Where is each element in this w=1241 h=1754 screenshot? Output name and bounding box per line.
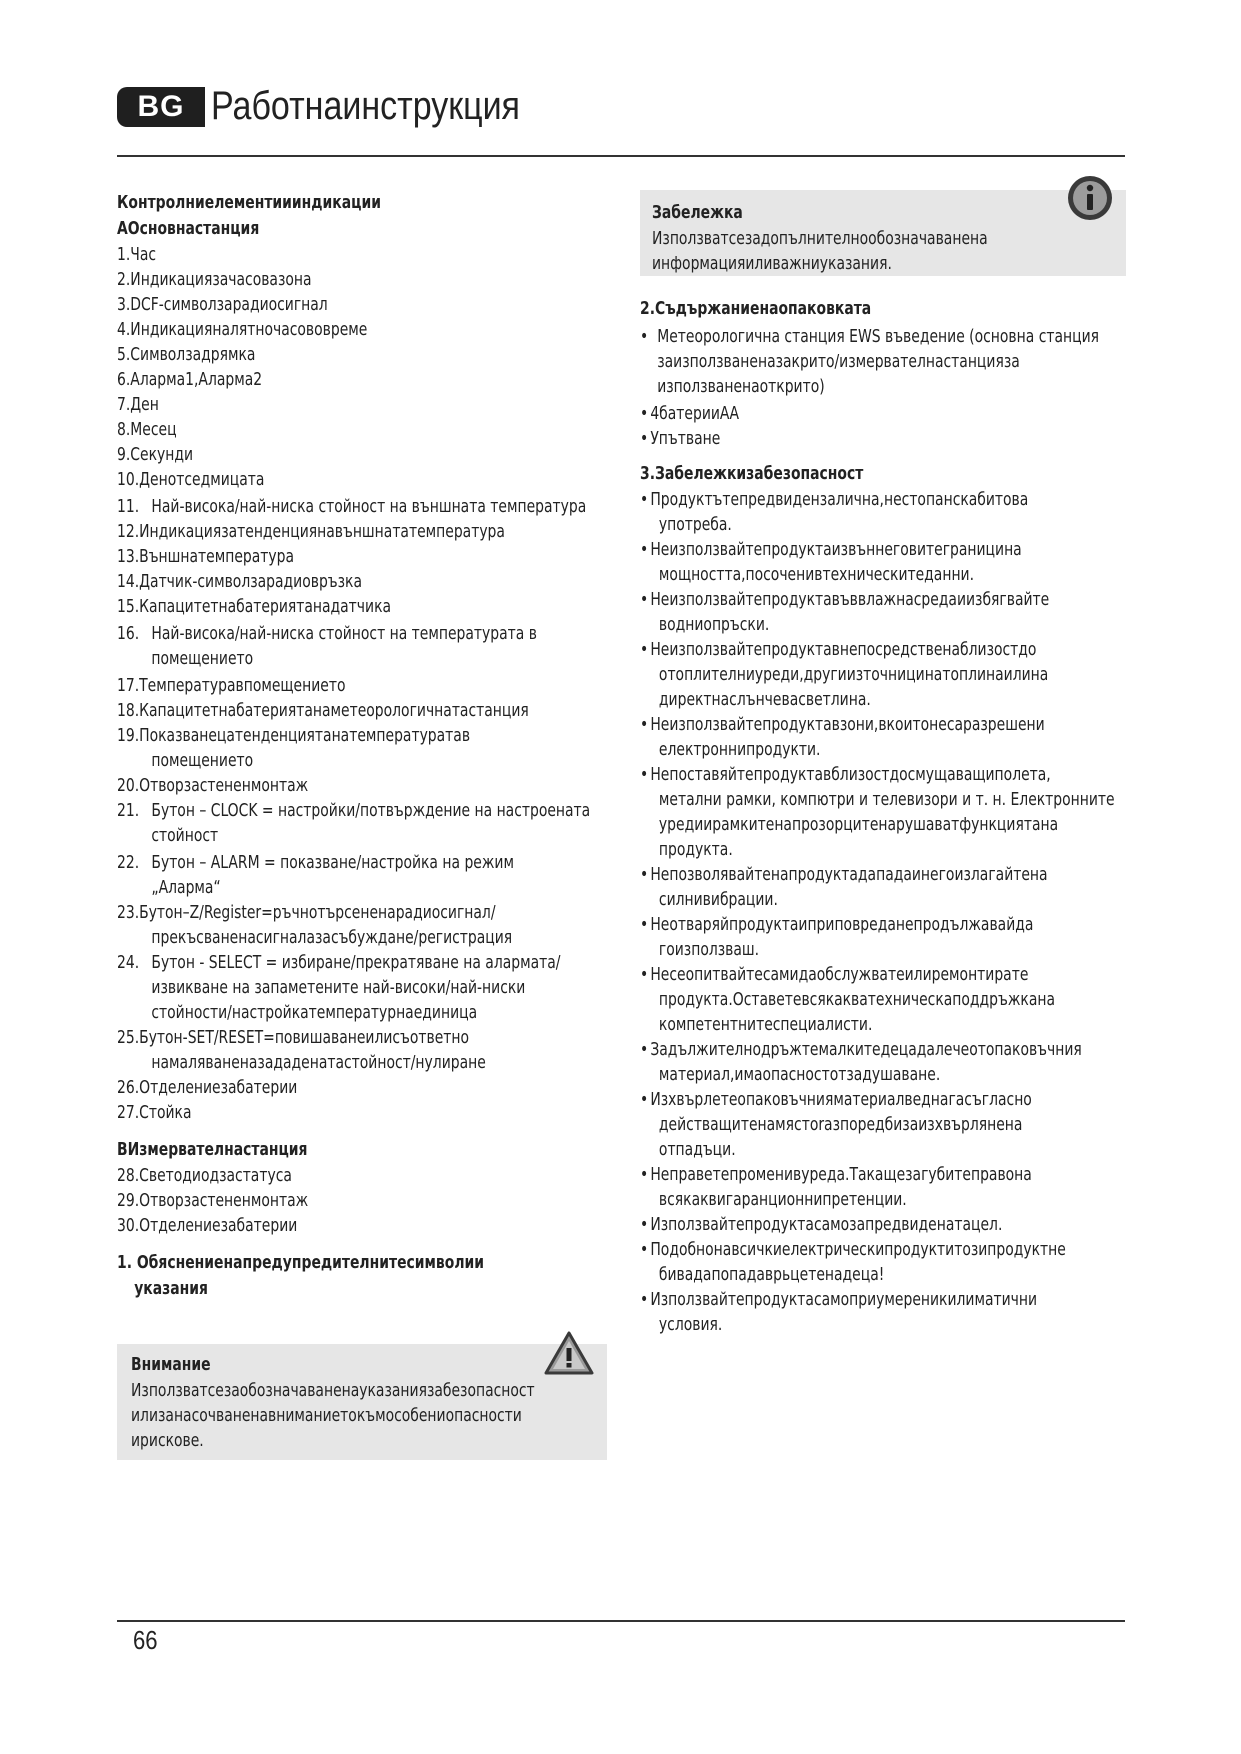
list-item: 23.Бутон–Z/Register=ръчнотърсененарадиосигнал/ xyxy=(117,902,496,923)
list-item: • Неизползвайтепродуктавъввлажнасредаиизбягвайте водниопръски. xyxy=(640,589,1050,635)
section-heading-controls: Контролниелементиииндикации xyxy=(117,192,381,213)
right-column xyxy=(640,296,1126,1337)
list-item: 2.Индикациязачасовазона xyxy=(117,269,312,290)
list-item: 12.Индикациязатенденциянавъншнататемпература xyxy=(117,521,505,542)
note-title: Забележка xyxy=(652,202,743,223)
section-heading-warnings-cont: указания xyxy=(134,1278,208,1299)
list-item: 8.Месец xyxy=(117,419,177,440)
footer-rule xyxy=(117,1620,1125,1622)
list-item: • Неизползвайтепродуктавзони,вкоитонесаразрешени електроннипродукти. xyxy=(640,714,1045,760)
list-item: 18.Капацитетнабатериятанаметеорологичнатастанция xyxy=(117,700,529,721)
page-header xyxy=(117,84,575,129)
list-item-cont: прекъсваненасигналазасъбуждане/регистрация xyxy=(151,927,513,948)
list-item: 17.Температуравпомещението xyxy=(117,675,346,696)
page-number: 66 xyxy=(133,1625,158,1655)
list-item: 21. Бутон – CLOCK = настройки/потвърждение на настроената стойност xyxy=(117,800,591,846)
section-heading-warnings: 1. Обяснениенапредупредителнитесимволии xyxy=(117,1252,485,1273)
left-column xyxy=(117,190,607,1302)
list-item: • Непоставяйтепродуктавблизостдосмущаващиполета, метални рамки, компютри и телевизори и т. н. Електронните уредиирамкитенапрозорцитенарушаватфункциятана продукта. xyxy=(640,764,1115,860)
list-item: 4.Индикацияналятночасововреме xyxy=(117,319,368,340)
subheading-measuring-station: ВИзмервателнастанция xyxy=(117,1139,308,1160)
note-text-line: Използватсезадопълнителнообозначаваненa xyxy=(652,228,988,249)
list-item: • Използвайтепродуктасамоприумереникилиматични условия. xyxy=(640,1289,1038,1335)
list-item: • Подобнонавсичкиелектрическипродуктитозипродуктне бивадапопадаврьцетенадеца! xyxy=(640,1239,1066,1285)
subheading-main-station: АОсновнастанция xyxy=(117,218,260,239)
list-item: 15.Капацитетнабатериятанадатчика xyxy=(117,596,392,617)
header-rule xyxy=(117,155,1125,157)
list-item: 19.Показванецатенденциятанатемпературатав xyxy=(117,725,471,746)
list-item: 14.Датчик-символзарадиовръзка xyxy=(117,571,363,592)
list-item: • Упътване xyxy=(640,428,721,449)
language-badge: BG xyxy=(117,87,205,127)
list-item: • Неправетепроменивуреда.Такащезагубитеправона всякаквигаранционнипретенции. xyxy=(640,1164,1032,1210)
list-item: • Непозволявайтенапродуктадападаинегоизлагайтена силнивибрации. xyxy=(640,864,1048,910)
list-item: 11. Най-висока/най-ниска стойност на външната температура xyxy=(117,496,587,517)
list-item: • Използвайтепродуктасамозапредвиденатацел. xyxy=(640,1214,1003,1235)
list-item: 3.DCF-символзарадиосигнал xyxy=(117,294,328,315)
warning-text-line: Използватсезаобозначаваненауказаниязабезопасност xyxy=(131,1380,535,1401)
list-item: • Изхвърлетеопаковъчнияматериалведнагасъгласно действащитенамястоrазпоредбизаизхвърлянена отпадъци. xyxy=(640,1089,1032,1160)
warning-text-line: илизанасочваненавниманиетокъмособениопасности xyxy=(131,1405,522,1426)
note-text-line: информацияиливажниуказания. xyxy=(652,253,892,274)
list-item: 30.Отделениезабатерии xyxy=(117,1215,298,1236)
list-item-cont: намаляваненазададенатастойност/нулиране xyxy=(151,1052,486,1073)
note-box xyxy=(640,190,1126,276)
list-item: 26.Отделениезабатерии xyxy=(117,1077,298,1098)
list-item: 27.Стойка xyxy=(117,1102,192,1123)
list-item: • Неотваряйпродуктаиприповреданепродължавайда гоизползваш. xyxy=(640,914,1034,960)
list-item: • Метеорологична станция EWS въведение (основна станция заизползваненазакрито/измервателнастанцияза използваненаоткрито) xyxy=(640,326,1100,397)
list-item: 7.Ден xyxy=(117,394,159,415)
list-item: 24. Бутон - SELECT = избиране/прекратяване на алармата/ извикване на запаметените най-високи/най-ниски стойности/настройкатемпературнаединица xyxy=(117,952,561,1023)
list-item: 22. Бутон – ALARM = показване/настройка на режим „Аларма“ xyxy=(117,852,514,898)
info-icon xyxy=(1066,174,1114,222)
list-item: 25.Бутон-SET/RESET=повишаванеилисъответно xyxy=(117,1027,470,1048)
section-heading-safety: 3.Забележкизабезопасност xyxy=(640,463,864,484)
warning-triangle-icon xyxy=(543,1330,595,1376)
list-item: 16. Най-висока/най-ниска стойност на температурата в помещението xyxy=(117,623,537,669)
document-title: Работнаинструкция xyxy=(211,84,520,128)
warning-title: Внимание xyxy=(131,1354,211,1375)
controls-list-b xyxy=(117,519,606,619)
list-item: • Задължителнодръжтемалкитедецадалечеотопаковъчния материал,имаопасностотзадушаване. xyxy=(640,1039,1082,1085)
list-item: 6.Аларма1,Аларма2 xyxy=(117,369,263,390)
list-item: • Неизползвайтепродуктаизвъннеговитеграницина мощността,посоченивтехническитеданни. xyxy=(640,539,1022,585)
list-item-cont: помещението xyxy=(151,750,254,771)
list-item: • 4батерииАА xyxy=(640,403,739,424)
section-heading-contents: 2.Съдържаниенаопаковката xyxy=(640,298,872,319)
warning-box xyxy=(117,1344,607,1460)
list-item: 5.Символзадрямка xyxy=(117,344,256,365)
list-item: 1.Час xyxy=(117,244,157,265)
list-item: 28.Светодиодзастатуса xyxy=(117,1165,292,1186)
list-item: 13.Външнатемпература xyxy=(117,546,295,567)
list-item: 9.Секунди xyxy=(117,444,194,465)
list-item: 29.Отворзастененмонтаж xyxy=(117,1190,309,1211)
list-item: 20.Отворзастененмонтаж xyxy=(117,775,309,796)
list-item: • Неизползвайтепродуктавнепосредственаблизостдо отоплителниуреди,другиизточницинатоплинаилина директнаслънчевасветлина. xyxy=(640,639,1049,710)
list-item: 10.Денотседмицата xyxy=(117,469,265,490)
list-item: • Несеопитвайтесамидаобслужватеилиремонтирате продукта.Оставетевсякакватехническаподдръжкана компетентнитеспециалисти. xyxy=(640,964,1055,1035)
list-item: • Продуктътепредвидензалична,нестопанскабитова употреба. xyxy=(640,489,1029,535)
warning-text-line: ирискове. xyxy=(131,1430,204,1451)
controls-list-a xyxy=(117,242,606,492)
